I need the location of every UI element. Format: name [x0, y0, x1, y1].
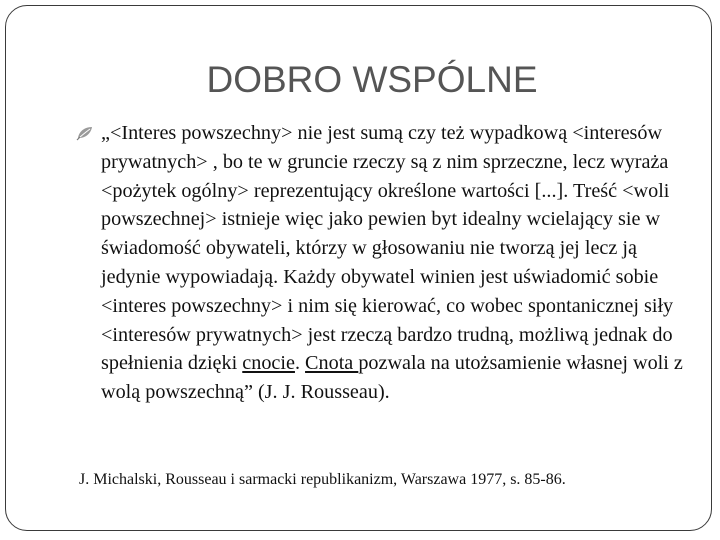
source-citation: J. Michalski, Rousseau i sarmacki republikanizm, Warszawa 1977, s. 85-86. [79, 471, 566, 488]
leaf-bullet-icon [76, 125, 93, 141]
quote-text [101, 119, 688, 407]
quote-underlined-word-1: cnocie [242, 352, 295, 375]
slide-content [76, 119, 688, 407]
quote-part-2: . [294, 352, 306, 375]
quote-part-1: „<Interes powszechny> nie jest sumą czy też wypadkową <interesów prywatnych> , bo te w gruncie rzeczy są z nim sprzeczne, lecz wyraża <pożytek ogólny> reprezentujący określone wartości [...]. Treść <woli powszechnej> istnieje więc jako pewien byt idealny wcielający sie w świadomość obywateli, którzy w głosowaniu nie tworzą jej lecz ją jedynie wypowiadają. Każdy obywatel winien jest uświadomić sobie <interes powszechny> i nim się kierować, co wobec spontanicznej siły <interesów prywatnych> jest rzeczą bardzo trudną, możliwą jednak do spełnienia dzięki [101, 122, 674, 375]
quote-underlined-word-2: Cnota [305, 352, 359, 375]
quote-part-3: pozwala na utożsamienie własnej woli z wolą powszechną” (J. J. Rousseau). [101, 352, 683, 404]
slide-title: DOBRO WSPÓLNE [206, 59, 538, 100]
quote-bullet [76, 119, 688, 407]
